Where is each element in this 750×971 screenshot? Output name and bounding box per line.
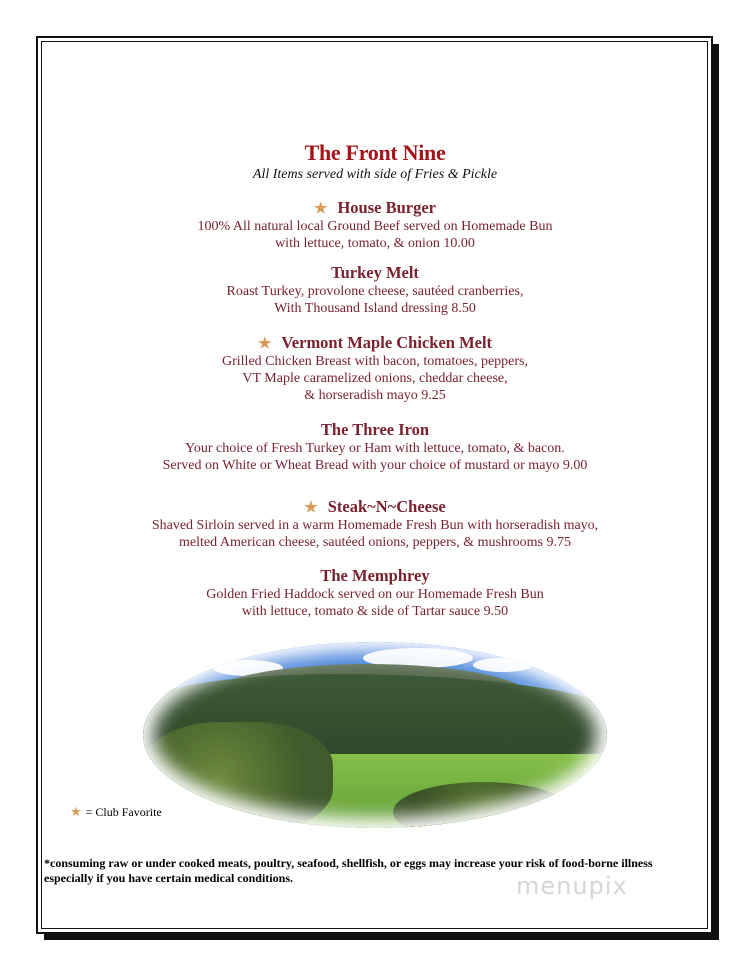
menu-title: The Front Nine [304, 140, 446, 165]
star-icon: ★ [70, 804, 82, 819]
food-safety-disclaimer: *consuming raw or under cooked meats, poultry, seafood, shellfish, or eggs may increase your risk of food-borne illness especially if you have certain medical conditions. [44, 856, 653, 885]
item-description-line: melted American cheese, sautéed onions, peppers, & mushrooms 9.75 [179, 535, 571, 550]
watermark: menupix [516, 872, 628, 900]
item-name: Turkey Melt [331, 263, 419, 282]
item-description-line: Served on White or Wheat Bread with your choice of mustard or mayo 9.00 [162, 458, 588, 473]
item-description-line: Roast Turkey, provolone cheese, sautéed cranberries, [226, 284, 524, 299]
star-icon: ★ [257, 336, 272, 352]
item-description-line: Grilled Chicken Breast with bacon, tomatoes, peppers, [222, 354, 528, 369]
item-name: The Three Iron [320, 420, 430, 439]
item-description-line: With Thousand Island dressing 8.50 [274, 301, 476, 316]
item-description-line: Golden Fried Haddock served on our Homemade Fresh Bun [206, 587, 544, 602]
item-name: The Memphrey [320, 566, 430, 585]
item-name: Vermont Maple Chicken Melt [281, 333, 493, 352]
item-description-line: VT Maple caramelized onions, cheddar cheese, [242, 371, 508, 386]
menu-item-steak-n-cheese [0, 497, 750, 551]
item-description [0, 218, 750, 252]
item-description-line: Your choice of Fresh Turkey or Ham with lettuce, tomato, & bacon. [185, 441, 565, 456]
item-description [0, 517, 750, 551]
item-description-line: Shaved Sirloin served in a warm Homemade Fresh Bun with horseradish mayo, [151, 518, 599, 533]
item-description [0, 440, 750, 474]
item-description [0, 586, 750, 620]
photo-vignette [143, 642, 607, 828]
item-description [0, 353, 750, 404]
item-description [0, 283, 750, 317]
item-name: Steak~N~Cheese [327, 497, 446, 516]
star-icon: ★ [304, 500, 318, 516]
menu-item-turkey-melt [0, 263, 750, 317]
item-description-line: 100% All natural local Ground Beef served on Homemade Bun [197, 219, 553, 234]
menu-item-the-memphrey [0, 566, 750, 620]
menu-item-vermont-maple-chicken-melt [0, 333, 750, 404]
menu-item-house-burger [0, 198, 750, 252]
item-name-row [0, 198, 750, 218]
golf-course-photo [143, 642, 607, 828]
item-description-line: with lettuce, tomato, & onion 10.00 [275, 236, 475, 251]
menu-subtitle: All Items served with side of Fries & Pickle [252, 167, 498, 182]
star-icon: ★ [314, 201, 328, 217]
item-description-line: with lettuce, tomato & side of Tartar sauce 9.50 [241, 604, 509, 619]
item-description-line: & horseradish mayo 9.25 [304, 388, 446, 403]
legend [70, 804, 162, 820]
legend-text: = Club Favorite [85, 805, 162, 819]
item-name-row [0, 497, 750, 517]
menu-item-the-three-iron [0, 420, 750, 474]
item-name-row [0, 333, 750, 353]
item-name: House Burger [337, 198, 436, 217]
